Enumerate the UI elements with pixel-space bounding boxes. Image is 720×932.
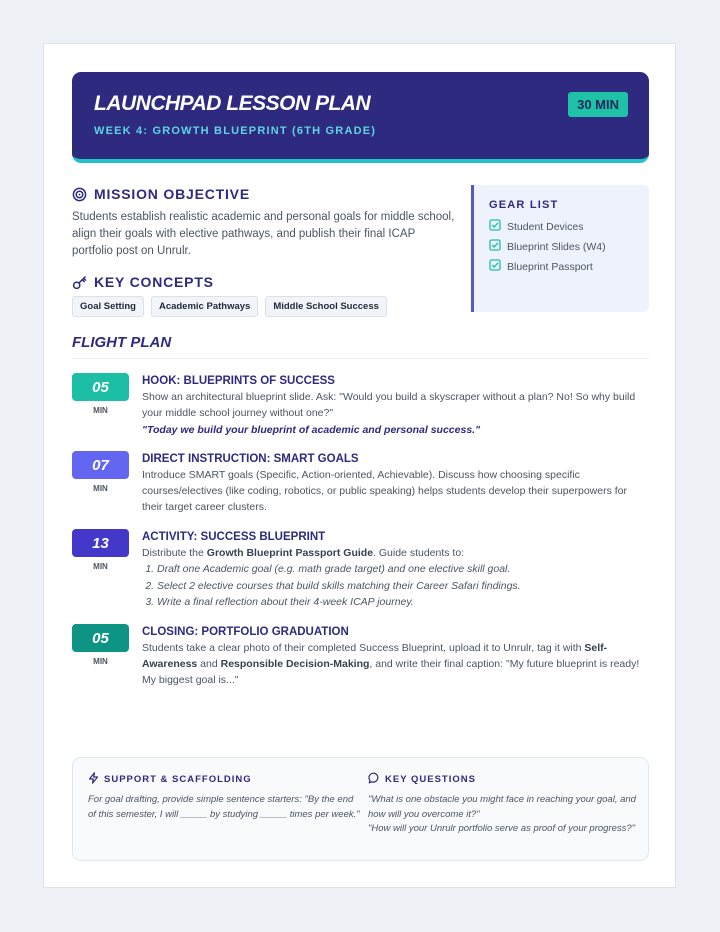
mission-objective-label: MISSION OBJECTIVE [94,186,250,202]
concept-tag: Goal Setting [72,296,144,317]
step-list-item: 1. Draft one Academic goal (e.g. math grade target) and one elective skill goal. [157,561,647,578]
support-scaffolding-box [88,772,360,822]
gear-item-label: Blueprint Slides (W4) [507,240,606,253]
gear-item [489,219,649,234]
gear-item-label: Student Devices [507,220,584,233]
step-text: Show an architectural blueprint slide. Ask: "Would you build a skyscraper without a plan? No! So why build your middle school journey without one?" [142,391,636,419]
mission-objective-section [72,186,457,260]
step-list-item: 2. Select 2 elective courses that build skills matching their Career Safari findings. [157,578,647,595]
step-title: DIRECT INSTRUCTION: SMART GOALS [142,453,359,465]
step-minutes-badge: 07 [72,451,129,479]
mission-objective-text: Students establish realistic academic and personal goals for middle school, align their goals with elective pathways, and publish their final ICAP portfolio post on Unrulr. [72,211,455,257]
question-item: "What is one obstacle you might face in reaching your goal, and how will you overcome it?" [368,794,636,820]
step-minutes-unit: MIN [93,562,108,571]
step-text: Introduce SMART goals (Specific, Action-oriented, Achievable). Discuss how choosing specific courses/electives (like coding, robotics, or public speaking) helps students develop their superpowers for their target career clusters. [142,469,627,513]
step-list [142,561,647,611]
check-square-icon [489,239,501,254]
flight-plan-heading: FLIGHT PLAN [72,334,649,359]
support-heading [88,772,360,787]
step-text-part: , and write their final caption: "My future blueprint is ready! My biggest goal is..." [142,658,640,686]
step-minutes-badge: 05 [72,373,129,401]
passport-guide-name: Growth Blueprint Passport Guide [206,547,374,559]
footer-panel [72,757,649,861]
concept-tags [72,296,457,317]
step-minutes-badge: 05 [72,624,129,652]
header-banner [72,72,649,163]
gear-item [489,239,649,254]
gear-item [489,259,649,274]
step-list-item: 3. Write a final reflection about their 4-week ICAP journey. [157,594,647,611]
questions-heading-label: KEY QUESTIONS [385,774,476,785]
questions-heading [368,772,640,787]
gear-item-label: Blueprint Passport [507,260,593,273]
tag-self-awareness: Self-Awareness [142,642,608,670]
check-square-icon [489,259,501,274]
step-minutes-badge: 13 [72,529,129,557]
target-icon [72,187,87,202]
key-concepts-section [72,274,457,317]
key-questions-box [368,772,640,837]
check-square-icon [489,219,501,234]
step-title: CLOSING: PORTFOLIO GRADUATION [142,626,349,638]
step-title: ACTIVITY: SUCCESS BLUEPRINT [142,531,326,543]
step-minutes-unit: MIN [93,406,108,415]
key-concepts-heading [72,274,457,290]
step-text-part: . Guide students to: [373,547,465,559]
gear-list-heading: GEAR LIST [489,199,559,211]
step-minutes-unit: MIN [93,657,108,666]
step-text [142,545,647,561]
step-text-part: Students take a clear photo of their completed Success Blueprint, upload it to Unrulr, tag it with [142,642,585,654]
mission-objective-heading [72,186,457,202]
lesson-plan-page [43,43,676,888]
chat-bubble-icon [368,772,380,787]
concept-tag: Academic Pathways [151,296,258,317]
step-minutes-unit: MIN [93,484,108,493]
support-text: For goal drafting, provide simple sentence starters: "By the end of this semester, I will _____ by studying _____ times per week." [88,794,360,820]
step-text [142,640,647,688]
page-title: LAUNCHPAD LESSON PLAN [94,92,371,115]
step-text-part: Distribute the [142,547,207,559]
key-concepts-label: KEY CONCEPTS [94,274,214,290]
step-text-part: and [197,658,221,670]
duration-badge: 30 MIN [568,92,628,117]
support-heading-label: SUPPORT & SCAFFOLDING [104,774,252,785]
gear-list-panel [471,185,649,312]
step-quote: "Today we build your blueprint of academic and personal success." [142,424,481,436]
key-icon [72,275,87,290]
bolt-icon [88,772,99,787]
tag-decision-making: Responsible Decision-Making [220,658,370,670]
step-title: HOOK: BLUEPRINTS OF SUCCESS [142,375,335,387]
concept-tag: Middle School Success [265,296,387,317]
page-subtitle: WEEK 4: GROWTH BLUEPRINT (6TH GRADE) [94,125,377,137]
question-item: "How will your Unrulr portfolio serve as proof of your progress?" [368,823,636,834]
